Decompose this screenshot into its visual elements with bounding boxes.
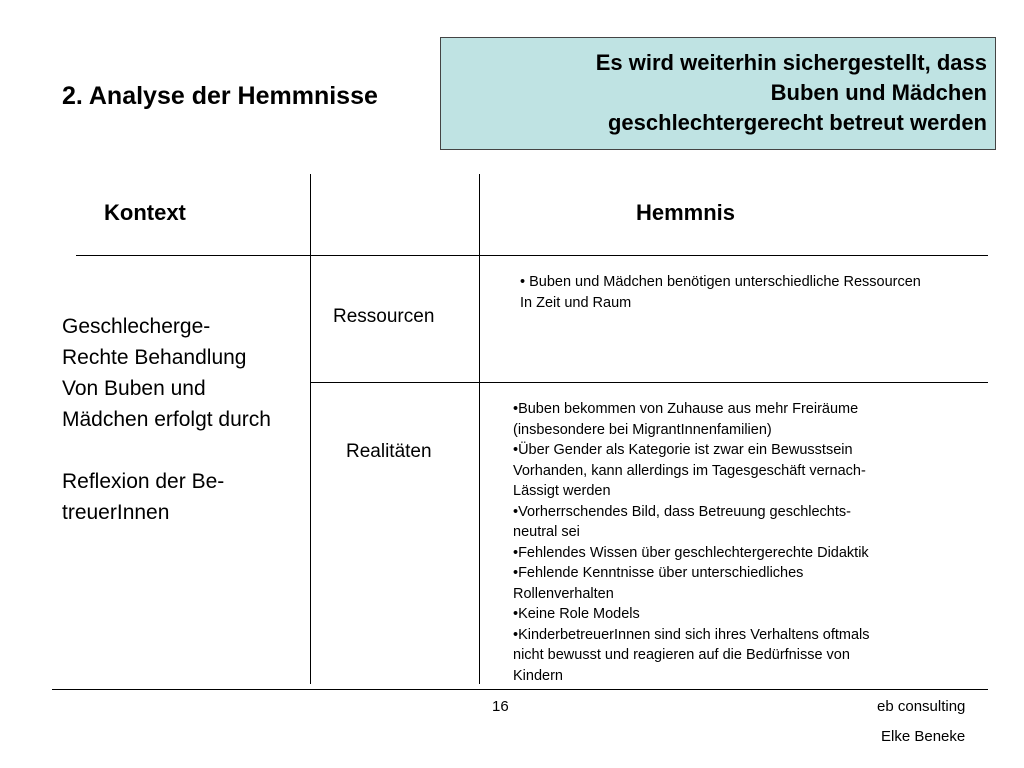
realitaeten-line: •Fehlendes Wissen über geschlechtergerechte Didaktik <box>513 544 869 561</box>
realitaeten-line: (insbesondere bei MigrantInnenfamilien) <box>513 421 772 438</box>
page-number: 16 <box>492 698 509 715</box>
realitaeten-line: Rollenverhalten <box>513 585 614 602</box>
context-line: Mädchen erfolgt durch <box>62 408 271 431</box>
realitaeten-line: •KinderbetreuerInnen sind sich ihres Verhaltens oftmals <box>513 626 870 643</box>
header-kontext: Kontext <box>104 200 186 225</box>
grid-divider-right <box>479 174 480 684</box>
context-line: Rechte Behandlung <box>62 346 247 369</box>
callout-line: Buben und Mädchen <box>770 80 987 105</box>
callout-line: geschlechtergerecht betreut werden <box>607 110 987 135</box>
realitaeten-line: nicht bewusst und reagieren auf die Bedürfnisse von <box>513 647 850 663</box>
header-rule <box>76 255 988 256</box>
context-line: Reflexion der Be- <box>62 470 225 493</box>
footer-author: Elke Beneke <box>881 728 966 745</box>
category-ressourcen: Ressourcen <box>333 306 435 327</box>
realitaeten-line: •Keine Role Models <box>513 606 640 622</box>
callout-line: Es wird weiterhin sichergestellt, dass <box>595 50 987 75</box>
row-separator <box>311 382 988 383</box>
slide-title: 2. Analyse der Hemmnisse <box>62 82 378 110</box>
realitaeten-line: •Über Gender als Kategorie ist zwar ein Bewusstsein <box>513 442 853 458</box>
realitaeten-line: Vorhanden, kann allerdings im Tagesgeschäft vernach- <box>513 462 866 479</box>
category-realitaeten: Realitäten <box>346 441 432 462</box>
realitaeten-line: Lässigt werden <box>513 483 611 499</box>
context-line: Geschlecherge- <box>62 315 211 338</box>
footer-company: eb consulting <box>877 698 966 715</box>
realitaeten-line: •Vorherrschendes Bild, dass Betreuung geschlechts- <box>513 503 851 520</box>
header-hemmnis: Hemmnis <box>636 200 736 225</box>
realitaeten-text <box>513 399 870 686</box>
realitaeten-line: Kindern <box>513 667 563 684</box>
realitaeten-line: neutral sei <box>513 524 580 540</box>
ressourcen-text <box>520 272 921 313</box>
grid-divider-left <box>310 174 311 684</box>
realitaeten-line: •Buben bekommen von Zuhause aus mehr Freiräume <box>513 401 859 417</box>
context-line: treuerInnen <box>62 501 170 524</box>
context-text <box>62 311 271 528</box>
ressourcen-line: In Zeit und Raum <box>520 294 632 311</box>
realitaeten-line: •Fehlende Kenntnisse über unterschiedliches <box>513 565 804 581</box>
footer-rule <box>52 689 988 690</box>
context-line: Von Buben und <box>62 377 206 400</box>
callout-box <box>440 37 996 150</box>
context-line <box>62 435 271 466</box>
ressourcen-line: • Buben und Mädchen benötigen unterschiedliche Ressourcen <box>520 274 921 290</box>
